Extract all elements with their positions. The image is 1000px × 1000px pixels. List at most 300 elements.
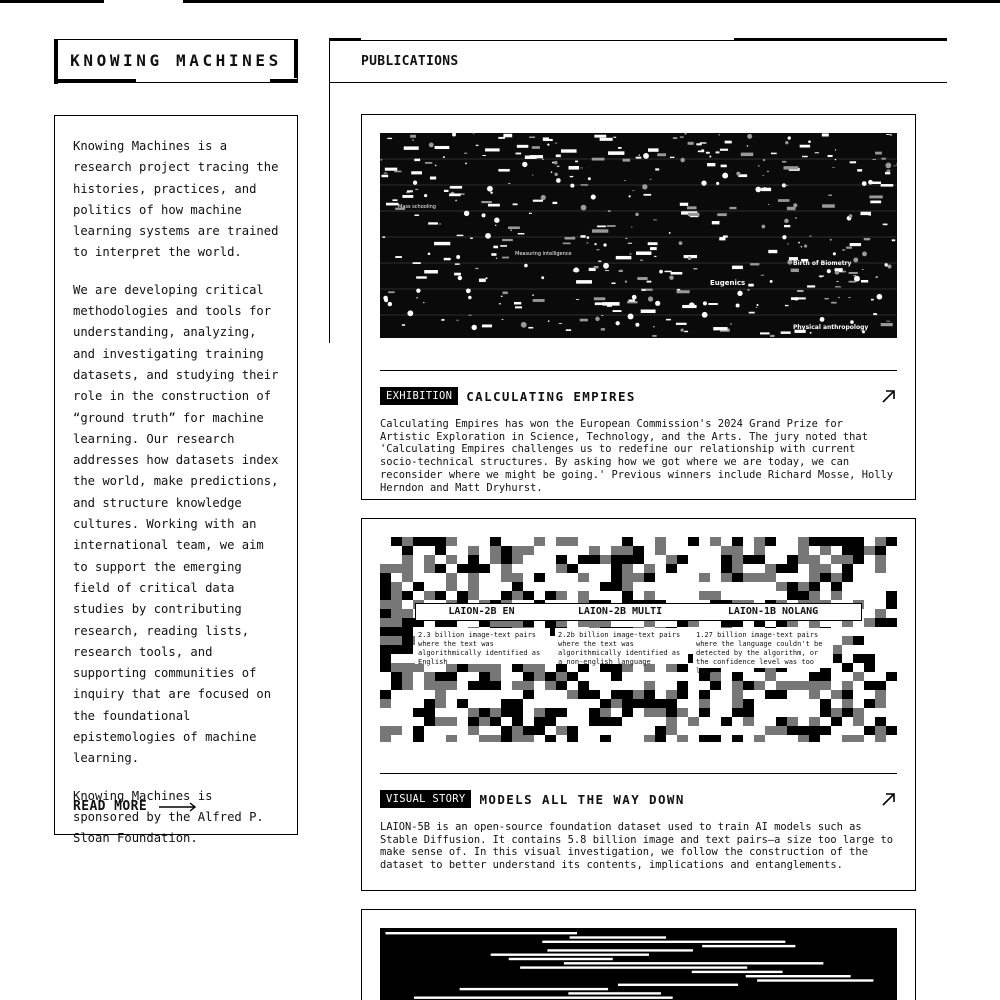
- image-tile: [600, 555, 611, 564]
- image-tile: [732, 690, 743, 699]
- map-mark: [700, 142, 707, 143]
- map-mark: [482, 213, 486, 217]
- map-mark: [783, 166, 798, 169]
- map-mark: [798, 297, 806, 299]
- map-mark: [473, 134, 475, 135]
- map-mark: [630, 254, 632, 255]
- image-tile: [622, 582, 633, 591]
- image-tile: [875, 555, 886, 564]
- image-tile: [710, 735, 721, 742]
- image-tile: [457, 699, 468, 708]
- image-tile: [501, 573, 512, 582]
- image-tile: [809, 690, 820, 699]
- arrow-up-right-icon[interactable]: [881, 791, 897, 807]
- map-mark: [594, 243, 596, 245]
- map-mark: [435, 165, 437, 167]
- map-mark: [650, 247, 657, 250]
- image-tile: [435, 546, 446, 555]
- image-tile: [655, 699, 666, 708]
- map-mark: [629, 195, 631, 197]
- map-mark: [795, 217, 797, 218]
- map-mark: [416, 289, 420, 293]
- image-tile: [534, 708, 545, 717]
- publication-card-calculating-empires[interactable]: [361, 114, 916, 500]
- image-tile: [435, 717, 446, 726]
- map-mark: [435, 146, 450, 149]
- image-tile: [787, 591, 798, 600]
- image-tile: [534, 537, 545, 546]
- map-mark: [602, 302, 619, 306]
- text-stroke: [520, 966, 747, 968]
- publications-divider: [329, 38, 330, 343]
- image-tile: [644, 708, 655, 717]
- map-mark: [641, 309, 656, 313]
- map-mark: [514, 302, 521, 305]
- image-tile: [732, 555, 743, 564]
- image-tile: [743, 681, 754, 690]
- map-mark: [747, 289, 749, 291]
- text-stroke: [568, 992, 661, 994]
- image-tile: [545, 681, 556, 690]
- image-tile: [380, 591, 391, 600]
- image-tile: [402, 591, 413, 600]
- image-tile: [875, 726, 886, 735]
- image-tile: [446, 717, 457, 726]
- map-mark: [541, 276, 544, 279]
- map-mark: [439, 224, 441, 225]
- map-mark: [800, 145, 810, 148]
- image-tile: [842, 699, 853, 708]
- image-tile: [578, 591, 589, 600]
- map-mark: [768, 250, 777, 253]
- map-mark: [510, 229, 511, 230]
- map-mark: [525, 156, 537, 159]
- image-tile: [853, 636, 864, 645]
- map-mark: [428, 222, 438, 224]
- map-mark: [592, 158, 605, 161]
- image-tile: [699, 690, 710, 699]
- image-tile: [534, 726, 545, 735]
- image-tile: [567, 672, 578, 681]
- map-mark: [576, 299, 579, 300]
- image-tile: [633, 690, 644, 699]
- image-tile: [402, 609, 413, 618]
- map-mark: [476, 145, 479, 146]
- image-tile: [831, 573, 842, 582]
- image-tile: [611, 582, 622, 591]
- logo-text: KNOWING MACHINES: [70, 51, 282, 70]
- map-mark: [413, 262, 421, 264]
- map-mark: [864, 238, 870, 240]
- image-tile: [391, 564, 402, 573]
- map-mark: [515, 306, 522, 308]
- image-tile: [501, 726, 512, 735]
- map-mark: [736, 172, 740, 176]
- map-mark: [732, 266, 743, 269]
- image-tile: [391, 636, 402, 645]
- image-tile: [765, 726, 776, 735]
- image-tile: [391, 627, 402, 636]
- map-mark: [680, 137, 684, 138]
- image-tile: [490, 537, 501, 546]
- image-tile: [721, 555, 732, 564]
- image-tile: [435, 690, 446, 699]
- map-mark: [807, 285, 815, 287]
- panel-text-nolang: 1.27 billion image-text pairs where the language couldn't be detected by the algorithm, or the confidence level was too low.: [696, 631, 823, 675]
- map-mark: [787, 207, 796, 210]
- image-tile: [479, 681, 490, 690]
- image-tile: [512, 708, 523, 717]
- map-mark: [785, 141, 788, 144]
- image-tile: [622, 555, 633, 564]
- image-tile: [391, 591, 402, 600]
- map-mark: [639, 154, 640, 155]
- image-tile: [578, 681, 589, 690]
- map-mark: [563, 243, 571, 245]
- map-mark: [770, 280, 773, 283]
- image-tile: [490, 555, 501, 564]
- image-tile: [875, 564, 886, 573]
- image-tile: [677, 681, 688, 690]
- card-tag: VISUAL STORY: [380, 790, 471, 808]
- map-mark: [655, 301, 660, 306]
- image-tile: [402, 546, 413, 555]
- image-tile: [380, 663, 391, 672]
- image-tile: [787, 681, 798, 690]
- image-tile: [512, 555, 523, 564]
- map-mark: [628, 314, 634, 320]
- map-mark: [830, 239, 832, 241]
- image-tile: [886, 537, 897, 546]
- image-tile: [589, 690, 600, 699]
- map-mark: [637, 277, 647, 280]
- map-mark: [682, 305, 696, 308]
- image-tile: [512, 735, 523, 742]
- panel-text-multi: 2.2b billion image-text pairs where the text was algorithmically identified as a non-english language: [558, 631, 681, 666]
- image-tile: [468, 582, 479, 591]
- image-tile: [479, 717, 490, 726]
- map-mark: [587, 236, 590, 239]
- image-tile: [446, 681, 457, 690]
- map-mark: [868, 214, 871, 215]
- image-tile: [512, 699, 523, 708]
- map-mark: [716, 182, 719, 185]
- map-mark: [729, 207, 736, 209]
- map-mark: [736, 304, 740, 308]
- image-tile: [611, 573, 622, 582]
- map-mark: [885, 263, 888, 266]
- map-mark: [687, 206, 697, 209]
- image-tile: [468, 591, 479, 600]
- map-mark: [457, 235, 464, 236]
- map-mark: [616, 256, 632, 259]
- map-mark: [443, 156, 445, 158]
- calculating-empires-image[interactable]: [380, 133, 897, 338]
- map-mark: [629, 300, 635, 302]
- image-tile: [754, 573, 765, 582]
- image-tile: [721, 546, 732, 555]
- image-tile: [380, 690, 391, 699]
- text-stroke: [746, 975, 851, 977]
- map-mark: [532, 294, 534, 296]
- image-tile: [611, 564, 622, 573]
- map-mark: [444, 190, 449, 192]
- image-tile: [655, 726, 666, 735]
- map-mark: [594, 135, 606, 138]
- models-all-the-way-down-image[interactable]: [380, 537, 897, 742]
- map-mark: [616, 321, 620, 325]
- map-mark: [653, 219, 657, 220]
- map-mark: [828, 195, 832, 196]
- map-mark: [603, 263, 609, 269]
- image-tile: [853, 672, 864, 681]
- image-tile: [501, 555, 512, 564]
- map-mark: [574, 267, 579, 272]
- image-tile: [820, 726, 831, 735]
- map-mark: [625, 238, 627, 239]
- text-stroke: [692, 971, 783, 973]
- image-tile: [853, 537, 864, 546]
- publication-card-3[interactable]: [361, 909, 916, 1000]
- image-tile: [402, 537, 413, 546]
- image-tile: [853, 546, 864, 555]
- map-mark: [869, 195, 882, 198]
- map-mark: [862, 181, 867, 186]
- image-tile: [633, 555, 644, 564]
- image-tile: [534, 717, 545, 726]
- image-tile: [809, 555, 820, 564]
- image-tile: [479, 735, 490, 742]
- image-tile: [765, 537, 776, 546]
- image-tile: [842, 636, 853, 645]
- map-mark: [395, 256, 402, 258]
- map-mark: [849, 281, 856, 283]
- map-mark: [762, 175, 764, 176]
- image-tile: [512, 591, 523, 600]
- map-mark: [632, 295, 637, 300]
- map-mark: [412, 139, 414, 140]
- map-mark: [849, 214, 853, 218]
- image-tile: [666, 564, 677, 573]
- image-tile: [402, 672, 413, 681]
- image-tile: [380, 600, 391, 609]
- text-stroke: [414, 997, 673, 999]
- arrow-up-right-icon[interactable]: [881, 388, 897, 404]
- image-tile: [380, 735, 391, 742]
- map-mark: [698, 151, 704, 153]
- image-tile: [600, 735, 611, 742]
- image-tile: [776, 681, 787, 690]
- image-tile: [380, 645, 391, 654]
- map-mark: [875, 152, 882, 155]
- image-tile: [468, 717, 479, 726]
- top-bar-right: [183, 0, 1000, 3]
- image-tile: [787, 555, 798, 564]
- map-mark: [717, 213, 727, 216]
- card-title[interactable]: MODELS ALL THE WAY DOWN: [479, 791, 685, 807]
- map-mark: [592, 229, 608, 232]
- image-tile: [600, 717, 611, 726]
- image-tile: [611, 555, 622, 564]
- image-tile: [523, 735, 534, 742]
- map-mark: [434, 242, 450, 245]
- image-tile: [644, 699, 655, 708]
- image-tile: [556, 672, 567, 681]
- map-mark: [835, 268, 843, 271]
- image-tile: [864, 663, 875, 672]
- map-mark: [471, 325, 476, 330]
- map-mark: [576, 280, 592, 284]
- map-mark: [528, 327, 533, 329]
- map-mark: [524, 264, 528, 268]
- map-mark: [669, 275, 673, 279]
- image-tile: [842, 681, 853, 690]
- publications-heading: PUBLICATIONS: [361, 54, 459, 69]
- map-mark: [676, 323, 687, 325]
- map-mark: [871, 182, 881, 184]
- map-mark: [556, 178, 561, 183]
- image-tile: [875, 717, 886, 726]
- arrow-right-icon: [159, 802, 197, 812]
- map-mark: [681, 329, 684, 332]
- map-mark: [782, 161, 787, 163]
- map-mark: [657, 153, 666, 156]
- image-tile: [523, 681, 534, 690]
- image-tile: [732, 546, 743, 555]
- map-mark: [632, 190, 634, 191]
- map-mark: [650, 179, 652, 180]
- image-tile: [765, 573, 776, 582]
- text-stroke: [757, 979, 873, 981]
- image-tile: [809, 582, 820, 591]
- map-mark: [382, 175, 389, 177]
- map-mark: [849, 272, 858, 274]
- map-mark: [737, 291, 742, 296]
- map-mark: [886, 321, 890, 322]
- map-mark: [665, 271, 672, 272]
- map-mark: [487, 186, 493, 192]
- image-tile: [446, 555, 457, 564]
- image-tile: [380, 573, 391, 582]
- image-tile: [699, 699, 710, 708]
- site-logo[interactable]: [54, 39, 298, 83]
- map-mark: [547, 143, 549, 145]
- map-mark: [404, 146, 419, 149]
- map-mark: [601, 328, 605, 330]
- image-tile: [545, 591, 556, 600]
- image-tile: [600, 699, 611, 708]
- map-mark: [568, 150, 575, 152]
- map-mark: [384, 298, 388, 302]
- image-tile: [391, 645, 402, 654]
- image-tile: [413, 708, 424, 717]
- map-mark: [494, 218, 499, 223]
- image-tile: [402, 636, 413, 645]
- image-tile: [655, 546, 666, 555]
- read-more-link[interactable]: [73, 799, 197, 814]
- map-mark: [607, 225, 616, 227]
- map-mark: [502, 239, 513, 241]
- map-mark: [749, 312, 755, 314]
- map-mark: [552, 202, 557, 204]
- image-tile: [490, 546, 501, 555]
- map-mark: [747, 134, 752, 139]
- map-mark: [719, 237, 725, 240]
- map-mark: [628, 243, 632, 244]
- image-tile: [853, 708, 864, 717]
- map-mark: [388, 291, 394, 293]
- map-mark: [712, 221, 720, 224]
- image-tile: [798, 546, 809, 555]
- image-tile: [501, 699, 512, 708]
- image-tile: [611, 546, 622, 555]
- map-mark: [677, 290, 690, 293]
- panel-text-en: 2.3 billion image-text pairs where the text was algorithmically identified as English: [418, 631, 541, 666]
- image-tile: [402, 627, 413, 636]
- image-tile: [446, 573, 457, 582]
- image-tile: [391, 609, 402, 618]
- map-mark: [846, 247, 852, 249]
- map-mark: [454, 273, 461, 276]
- image-tile: [820, 681, 831, 690]
- map-mark: [551, 171, 553, 173]
- image-tile: [875, 609, 886, 618]
- map-mark: [581, 235, 586, 238]
- map-mark: [778, 199, 789, 202]
- image-tile: [545, 735, 556, 742]
- map-mark: [820, 317, 825, 322]
- map-mark: [387, 138, 392, 139]
- image-tile: [809, 564, 820, 573]
- map-mark: [466, 288, 471, 293]
- image-tile: [435, 699, 446, 708]
- image-tile: [545, 717, 556, 726]
- publication-card-models-all-the-way-down[interactable]: [361, 518, 916, 891]
- map-mark: [598, 261, 601, 262]
- card-title[interactable]: CALCULATING EMPIRES: [466, 388, 636, 404]
- image-tile: [446, 672, 457, 681]
- image-tile: [864, 699, 875, 708]
- image-tile: [424, 591, 435, 600]
- map-mark: [529, 213, 532, 214]
- map-mark: [496, 258, 497, 259]
- image-tile: [666, 726, 677, 735]
- map-mark: [784, 225, 790, 227]
- image-tile: [380, 564, 391, 573]
- map-mark: [721, 165, 727, 168]
- image-tile: [732, 699, 743, 708]
- map-mark: [581, 205, 587, 211]
- map-mark: [565, 237, 576, 240]
- map-mark: [503, 134, 512, 138]
- map-mark: [835, 286, 841, 287]
- card-3-image[interactable]: [380, 928, 897, 1000]
- image-tile: [776, 582, 787, 591]
- image-tile: [831, 555, 842, 564]
- map-mark: [648, 242, 658, 245]
- image-tile: [600, 582, 611, 591]
- image-tile: [622, 537, 633, 546]
- image-tile: [842, 690, 853, 699]
- map-mark: [854, 276, 860, 282]
- map-mark: [521, 322, 527, 328]
- map-mark: [684, 331, 688, 332]
- map-mark: [853, 257, 858, 262]
- image-tile: [754, 735, 765, 742]
- map-mark: [485, 233, 491, 239]
- map-mark: [761, 188, 771, 191]
- map-mark: [455, 263, 460, 264]
